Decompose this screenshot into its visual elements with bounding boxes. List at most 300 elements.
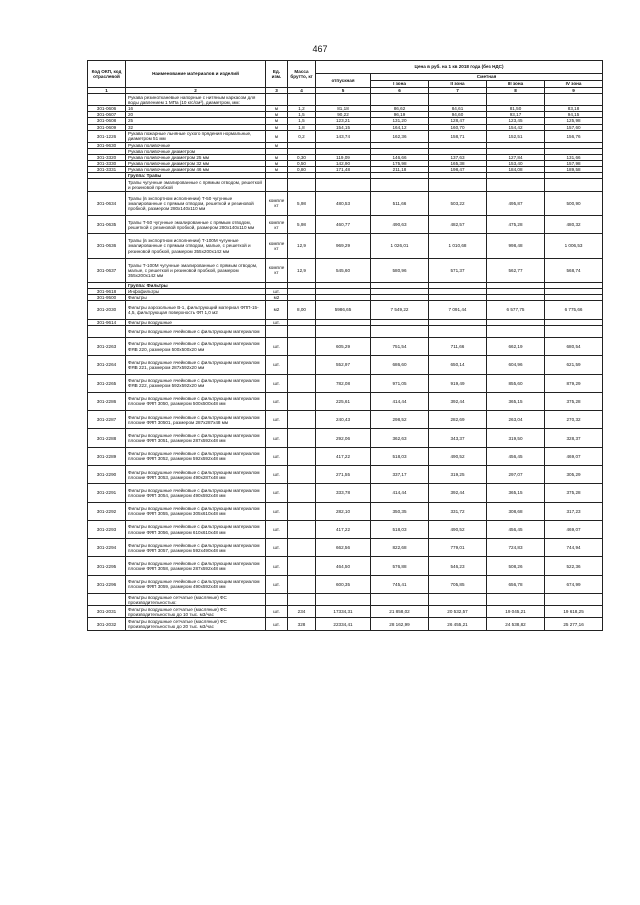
column-number: 9 (545, 88, 603, 94)
row-mass (288, 575, 316, 593)
row-unit: шт. (266, 606, 288, 618)
row-zone-price: 337,17 (371, 466, 429, 484)
row-code: 301-0607 (88, 112, 126, 118)
row-name: Трапы (в экспортном исполнении) Т-100М чугунные эмалированные с прямым отводом, малые, с решеткой и резиновой пробкой, размером 355х200х142 мм (126, 234, 266, 258)
row-zone-price: 7 549,22 (371, 301, 429, 319)
row-mass: 8,00 (288, 301, 316, 319)
row-zone-price: 127,84 (487, 155, 545, 161)
row-name: Фильтры воздушные ячейковые с фильтрующим материалом плоские ФЯП 30501, размером 287х287х48 мм (126, 411, 266, 429)
row-zone-price: 131,66 (545, 155, 603, 161)
row-unit: м (266, 167, 288, 173)
row-zone-price: 282,69 (429, 411, 487, 429)
row-release-price: 282,10 (316, 502, 371, 520)
row-mass: 0,30 (288, 155, 316, 161)
row-zone-price: 93,17 (487, 112, 545, 118)
row-zone-price: 392,44 (429, 484, 487, 502)
row-zone-price (371, 179, 429, 191)
row-code: 301-0609 (88, 124, 126, 130)
row-code: 301-2031 (88, 606, 126, 618)
row-zone-price: 855,60 (487, 374, 545, 392)
row-zone-price: 779,01 (429, 539, 487, 557)
row-code: 301-2293 (88, 520, 126, 538)
row-zone-price: 164,12 (371, 124, 429, 130)
row-code: 301-9614 (88, 319, 126, 325)
row-zone-price: 680,54 (545, 337, 603, 355)
col-name-header: Наименование материалов и изделий (126, 61, 266, 88)
row-zone-price: 745,41 (371, 575, 429, 593)
row-release-price: 22334,41 (316, 618, 371, 630)
row-zone-price: 160,70 (429, 124, 487, 130)
row-zone-price: 152,51 (487, 130, 545, 142)
row-mass: 328 (288, 618, 316, 630)
row-code: 301-2287 (88, 411, 126, 429)
row-zone-price: 157,98 (545, 161, 603, 167)
row-release-price: 480,53 (316, 191, 371, 215)
col-mass-header: Масса брутто, кг (288, 61, 316, 88)
row-zone-price: 580,96 (371, 258, 429, 282)
row-mass: 5,98 (288, 191, 316, 215)
row-unit: м (266, 106, 288, 112)
row-code: 301-9500 (88, 295, 126, 301)
row-code: 301-2295 (88, 557, 126, 575)
row-code: 301-0634 (88, 191, 126, 215)
row-zone-price: 19 045,21 (487, 606, 545, 618)
row-name: Фильтры аэрозольные В-1, фильтрующий материал ФПП-15-4,5, фильтрующая поверхность ФП 1,0 м2 (126, 301, 266, 319)
row-zone-price: 154,42 (487, 124, 545, 130)
row-zone-price: 146,66 (371, 155, 429, 161)
column-number: 4 (288, 88, 316, 94)
row-zone-price: 319,25 (429, 466, 487, 484)
row-name: Рукава резинотканевые напорные с нитяным каркасом для воды давлением 1 МПа (10 кгс/см²), диаметром, мм: (126, 94, 266, 106)
row-unit (266, 594, 288, 606)
row-name: Трапы Т-100М чугунные эмалированные с прямым отводом, малые, с решеткой и резиновой пробкой, размером 355х200х142 мм (126, 258, 266, 282)
row-zone-price: 19 618,25 (545, 606, 603, 618)
row-code: 301-2032 (88, 618, 126, 630)
row-zone-price: 469,07 (545, 520, 603, 538)
row-mass (288, 325, 316, 337)
row-code: 301-0637 (88, 258, 126, 282)
row-unit: шт. (266, 618, 288, 630)
column-number: 6 (371, 88, 429, 94)
row-zone-price: 365,15 (487, 392, 545, 410)
row-release-price: 90,22 (316, 112, 371, 118)
zone-header: II зона (429, 81, 487, 88)
row-zone-price: 490,52 (429, 447, 487, 465)
row-zone-price: 24 538,82 (487, 618, 545, 630)
row-mass: 0,50 (288, 161, 316, 167)
row-name: Фильтры воздушные ячейковые с фильтрующим материалом (126, 325, 266, 337)
row-mass: 1,5 (288, 112, 316, 118)
row-name: Рукава поливочные (126, 142, 266, 148)
row-unit: шт. (266, 502, 288, 520)
row-zone-price: 392,44 (429, 392, 487, 410)
row-mass: 12,9 (288, 234, 316, 258)
row-zone-price: 131,20 (371, 118, 429, 124)
table-row (88, 466, 603, 484)
row-name: Трапы (в экспортном исполнении) Т-50 чугунные эмалированные с прямым отводом, решеткой и резиновой пробкой, размером 280х140х110 мм (126, 191, 266, 215)
row-zone-price: 305,29 (545, 466, 603, 484)
row-zone-price: 751,54 (371, 337, 429, 355)
row-zone-price: 84,61 (429, 106, 487, 112)
row-zone-price: 518,03 (371, 520, 429, 538)
row-unit: шт. (266, 575, 288, 593)
row-zone-price: 998,48 (487, 234, 545, 258)
row-zone-price: 414,44 (371, 484, 429, 502)
row-name: Рукава поливочные диаметром (126, 148, 266, 154)
row-zone-price: 662,19 (487, 337, 545, 355)
row-zone-price: 184,08 (487, 167, 545, 173)
table-row (88, 392, 603, 410)
table-row (88, 234, 603, 258)
row-release-price: 464,50 (316, 557, 371, 575)
row-unit: м2 (266, 301, 288, 319)
column-number: 2 (126, 88, 266, 94)
row-name: Фильтры воздушные сетчатые (масляные) ФС производительностью до 20 тыс. м3/час (126, 618, 266, 630)
row-zone-price: 480,32 (545, 215, 603, 233)
row-zone-price (487, 94, 545, 106)
row-code: 301-9630 (88, 142, 126, 148)
row-zone-price: 879,29 (545, 374, 603, 392)
table-row (88, 94, 603, 106)
row-unit: шт. (266, 447, 288, 465)
row-zone-price: 25 277,16 (545, 618, 603, 630)
row-zone-price: 490,63 (371, 215, 429, 233)
row-release-price: 662,56 (316, 539, 371, 557)
table-row (88, 337, 603, 355)
row-code: 301-0606 (88, 106, 126, 112)
row-zone-price: 919,49 (429, 374, 487, 392)
row-zone-price: 153,40 (487, 161, 545, 167)
row-name: Фильтры воздушные ячейковые с фильтрующим материалом ФЯВ 221, размером 287х592х20 мм (126, 356, 266, 374)
row-zone-price: 500,90 (545, 191, 603, 215)
row-unit: шт. (266, 289, 288, 295)
table-row (88, 594, 603, 606)
table-row (88, 258, 603, 282)
row-name: Фильтры воздушные ячейковые с фильтрующим материалом плоские ФЯП 3053, размером 490х287х48 мм (126, 466, 266, 484)
row-zone-price: 375,28 (545, 484, 603, 502)
row-name: Рукава пожарные льняные сухого прядения нормальные, диаметром 51 мм (126, 130, 266, 142)
row-zone-price: 162,36 (371, 130, 429, 142)
row-zone-price: 211,18 (371, 167, 429, 173)
row-zone-price (545, 179, 603, 191)
table-row (88, 606, 603, 618)
row-code: 301-3331 (88, 167, 126, 173)
row-zone-price: 156,76 (545, 130, 603, 142)
row-code (88, 179, 126, 191)
row-zone-price: 511,66 (371, 191, 429, 215)
row-zone-price: 674,99 (545, 575, 603, 593)
row-zone-price: 86,62 (371, 106, 429, 112)
row-code: 301-2288 (88, 429, 126, 447)
row-zone-price: 508,26 (487, 557, 545, 575)
row-zone-price: 568,74 (545, 258, 603, 282)
row-zone-price: 328,37 (545, 429, 603, 447)
row-zone-price: 705,85 (429, 575, 487, 593)
row-release-price: 119,09 (316, 155, 371, 161)
row-mass (288, 466, 316, 484)
row-name: Рукава поливочные диаметром 32 мм (126, 161, 266, 167)
row-code: 301-2289 (88, 447, 126, 465)
table-row (88, 429, 603, 447)
row-name: 25 (126, 118, 266, 124)
row-code: 301-0636 (88, 234, 126, 258)
row-mass: 1,2 (288, 106, 316, 112)
row-zone-price: 656,78 (487, 575, 545, 593)
row-zone-price: 263,04 (487, 411, 545, 429)
row-zone-price: 650,14 (429, 356, 487, 374)
row-unit: шт. (266, 374, 288, 392)
row-zone-price: 365,15 (487, 484, 545, 502)
row-release-price (316, 94, 371, 106)
table-row (88, 130, 603, 142)
row-zone-price: 319,50 (487, 429, 545, 447)
row-release-price (316, 594, 371, 606)
row-code: 301-2263 (88, 337, 126, 355)
row-mass (288, 484, 316, 502)
row-mass: 1,5 (288, 118, 316, 124)
row-release-price: 605,29 (316, 337, 371, 355)
row-release-price: 600,35 (316, 575, 371, 593)
row-zone-price: 28 162,99 (371, 618, 429, 630)
row-unit: шт. (266, 557, 288, 575)
row-code: 301-9618 (88, 289, 126, 295)
row-zone-price: 94,15 (545, 112, 603, 118)
row-release-price: 123,21 (316, 118, 371, 124)
row-release-price: 271,55 (316, 466, 371, 484)
page-number: 467 (312, 44, 328, 54)
row-unit: компле кт (266, 258, 288, 282)
row-zone-price (429, 179, 487, 191)
row-unit: шт. (266, 539, 288, 557)
row-mass (288, 411, 316, 429)
row-name: Фильтры (126, 295, 266, 301)
row-unit: шт. (266, 337, 288, 355)
row-zone-price: 522,36 (545, 557, 603, 575)
row-unit: м (266, 155, 288, 161)
estimate-header: Сметная (371, 74, 603, 81)
row-release-price: 81,18 (316, 106, 371, 112)
column-number: 5 (316, 88, 371, 94)
row-zone-price: 362,63 (371, 429, 429, 447)
row-name: Инфофильтры (126, 289, 266, 295)
row-zone-price (429, 325, 487, 337)
row-zone-price: 128,47 (429, 118, 487, 124)
row-code: 301-2290 (88, 466, 126, 484)
row-code (88, 325, 126, 337)
row-unit: компле кт (266, 234, 288, 258)
row-unit: компле кт (266, 191, 288, 215)
row-release-price: 552,97 (316, 356, 371, 374)
row-zone-price: 604,96 (487, 356, 545, 374)
row-release-price: 143,74 (316, 130, 371, 142)
table-row (88, 215, 603, 233)
row-name: Фильтры воздушные (126, 319, 266, 325)
row-zone-price: 137,63 (429, 155, 487, 161)
row-zone-price: 83,18 (545, 106, 603, 112)
row-name: Фильтры воздушные ячейковые с фильтрующим материалом плоские ФЯП 3059, размером 490х592х48 мм (126, 575, 266, 593)
row-name: Фильтры воздушные ячейковые с фильтрующим материалом плоские ФЯП 3054, размером 490х592х48 мм (126, 484, 266, 502)
table-row (88, 447, 603, 465)
row-zone-price: 158,71 (429, 130, 487, 142)
table-row (88, 484, 603, 502)
row-zone-price: 822,68 (371, 539, 429, 557)
row-mass (288, 447, 316, 465)
row-zone-price: 81,50 (487, 106, 545, 112)
row-zone-price: 317,23 (545, 502, 603, 520)
row-zone-price: 175,98 (371, 161, 429, 167)
row-zone-price: 198,47 (429, 167, 487, 173)
row-zone-price: 157,60 (545, 124, 603, 130)
row-name: Фильтры воздушные ячейковые с фильтрующим материалом плоские ФЯП 3056, размером 610х610х48 мм (126, 520, 266, 538)
row-mass (288, 594, 316, 606)
row-release-price (316, 325, 371, 337)
row-release-price: 171,48 (316, 167, 371, 173)
row-code: 301-2294 (88, 539, 126, 557)
zone-header: I зона (371, 81, 429, 88)
row-zone-price: 576,88 (371, 557, 429, 575)
row-mass: 0,2 (288, 130, 316, 142)
row-zone-price: 343,37 (429, 429, 487, 447)
table-row (88, 356, 603, 374)
row-zone-price (487, 179, 545, 191)
row-unit: м (266, 161, 288, 167)
table-row (88, 325, 603, 337)
row-name: Фильтры воздушные сетчатые (масляные) ФС производительностью до 10 тыс. м3/час (126, 606, 266, 618)
row-zone-price: 6 577,75 (487, 301, 545, 319)
row-zone-price: 503,22 (429, 191, 487, 215)
row-zone-price: 562,77 (487, 258, 545, 282)
row-zone-price: 331,72 (429, 502, 487, 520)
row-zone-price (371, 94, 429, 106)
row-release-price: 417,22 (316, 447, 371, 465)
table-row (88, 374, 603, 392)
row-unit: м (266, 112, 288, 118)
row-zone-price: 297,07 (487, 466, 545, 484)
row-code: 301-2292 (88, 502, 126, 520)
row-mass: 234 (288, 606, 316, 618)
row-zone-price: 7 091,44 (429, 301, 487, 319)
row-zone-price: 26 455,21 (429, 618, 487, 630)
row-code: 301-2265 (88, 374, 126, 392)
row-zone-price: 1 006,53 (545, 234, 603, 258)
row-zone-price: 308,68 (487, 502, 545, 520)
row-zone-price (371, 325, 429, 337)
row-zone-price: 456,45 (487, 520, 545, 538)
zone-header: IV зона (545, 81, 603, 88)
row-name: Фильтры воздушные ячейковые с фильтрующим материалом плоские ФЯП 3055, размером 305х610х48 мм (126, 502, 266, 520)
row-release-price: 154,15 (316, 124, 371, 130)
row-zone-price: 744,94 (545, 539, 603, 557)
row-zone-price: 414,44 (371, 392, 429, 410)
row-zone-price: 724,83 (487, 539, 545, 557)
row-code: 301-0608 (88, 118, 126, 124)
row-mass (288, 374, 316, 392)
row-unit: м (266, 118, 288, 124)
row-zone-price: 350,35 (371, 502, 429, 520)
row-release-price: 240,43 (316, 411, 371, 429)
row-unit: шт. (266, 484, 288, 502)
row-release-price: 17334,31 (316, 606, 371, 618)
row-code: 301-2296 (88, 575, 126, 593)
row-unit: шт. (266, 466, 288, 484)
row-release-price: 545,60 (316, 258, 371, 282)
row-mass (288, 337, 316, 355)
row-release-price (316, 179, 371, 191)
row-name: Группа: Трапы (126, 173, 266, 179)
row-code: 301-2286 (88, 392, 126, 410)
table-row (88, 411, 603, 429)
table-body (88, 94, 603, 631)
zone-header: III зона (487, 81, 545, 88)
row-name: Фильтры воздушные ячейковые с фильтрующим материалом плоские ФЯП 3050, размером 500х500х48 мм (126, 392, 266, 410)
row-zone-price: 375,28 (545, 392, 603, 410)
row-zone-price: 20 532,57 (429, 606, 487, 618)
row-zone-price (487, 325, 545, 337)
row-zone-price: 495,87 (487, 191, 545, 215)
row-zone-price: 189,58 (545, 167, 603, 173)
table-row (88, 618, 603, 630)
table-row (88, 502, 603, 520)
row-release-price: 333,78 (316, 484, 371, 502)
col-unit-header: Ед. изм. (266, 61, 288, 88)
row-zone-price: 165,38 (429, 161, 487, 167)
row-zone-price: 1 026,01 (371, 234, 429, 258)
row-release-price: 460,77 (316, 215, 371, 233)
row-zone-price: 298,52 (371, 411, 429, 429)
row-mass (288, 356, 316, 374)
row-mass (288, 179, 316, 191)
col-code-header: Код ОКП, код отраслевой (88, 61, 126, 88)
row-name: Фильтры воздушные ячейковые с фильтрующим материалом ФЯВ 220, размером 500х500х20 мм (126, 337, 266, 355)
row-mass (288, 392, 316, 410)
row-zone-price: 6 775,66 (545, 301, 603, 319)
row-zone-price: 686,60 (371, 356, 429, 374)
row-name: Рукава поливочные диаметром 25 мм (126, 155, 266, 161)
row-code: 301-2030 (88, 301, 126, 319)
row-release-price: 417,22 (316, 520, 371, 538)
price-table (87, 60, 603, 631)
column-number: 1 (88, 88, 126, 94)
table-row (88, 539, 603, 557)
row-release-price: 782,08 (316, 374, 371, 392)
row-name: Рукава поливочные диаметром 46 мм (126, 167, 266, 173)
row-zone-price: 125,98 (545, 118, 603, 124)
row-unit: м2 (266, 295, 288, 301)
row-name: Фильтры воздушные ячейковые с фильтрующим материалом плоские ФЯП 3057, размером 592х490х48 мм (126, 539, 266, 557)
row-mass: 5,98 (288, 215, 316, 233)
row-name: Трапы чугунные эмалированные с прямым отводом, решеткой и резиновой пробкой (126, 179, 266, 191)
row-zone-price: 475,28 (487, 215, 545, 233)
row-unit: компле кт (266, 215, 288, 233)
row-mass: 12,9 (288, 258, 316, 282)
row-zone-price: 571,37 (429, 258, 487, 282)
row-zone-price (429, 594, 487, 606)
row-zone-price: 123,45 (487, 118, 545, 124)
col-release-header: отпускная (316, 74, 371, 88)
row-code: 301-2264 (88, 356, 126, 374)
row-zone-price: 711,66 (429, 337, 487, 355)
row-name: Группа: Фильтры (126, 283, 266, 289)
row-zone-price: 1 010,68 (429, 234, 487, 258)
column-number: 7 (429, 88, 487, 94)
row-zone-price (371, 594, 429, 606)
row-zone-price (429, 94, 487, 106)
row-zone-price: 482,57 (429, 215, 487, 233)
row-code (88, 94, 126, 106)
row-code: 301-2291 (88, 484, 126, 502)
row-zone-price: 546,23 (429, 557, 487, 575)
row-mass (288, 94, 316, 106)
